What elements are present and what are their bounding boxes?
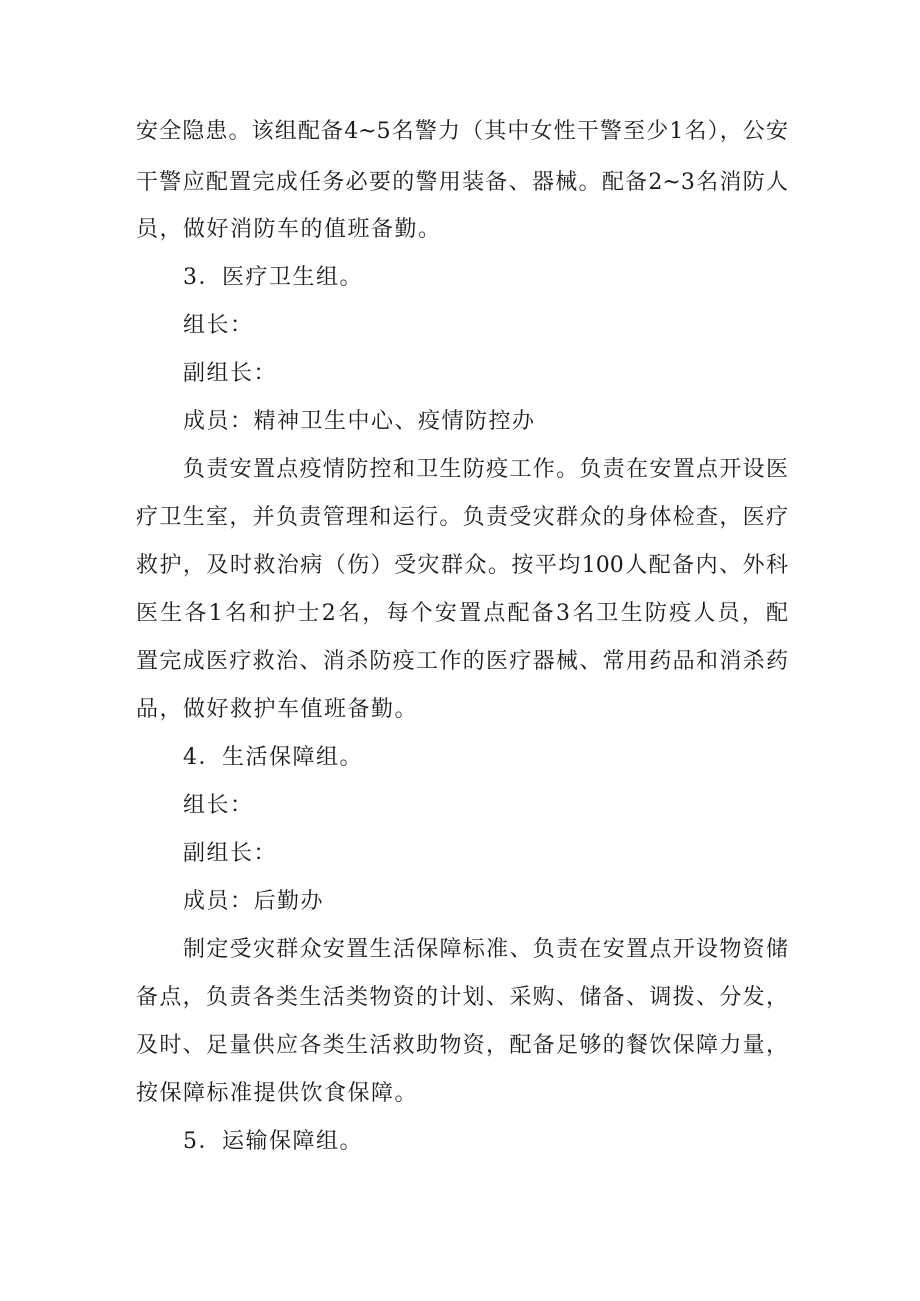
members-line: 成员：精神卫生中心、疫情防控办 xyxy=(183,409,536,434)
section-heading-transport: 5．运输保障组。 xyxy=(183,1129,363,1154)
paragraph-line: 干警应配置完成任务必要的警用装备、器械。配备2~3名消防人 xyxy=(136,170,788,195)
section-heading-medical: 3．医疗卫生组。 xyxy=(183,265,363,290)
paragraph-line: 及时、足量供应各类生活救助物资，配备足够的餐饮保障力量， xyxy=(136,1033,788,1058)
paragraph-line: 制定受灾群众安置生活保障标准、负责在安置点开设物资储 xyxy=(183,937,788,962)
paragraph-line: 救护，及时救治病（伤）受灾群众。按平均100人配备内、外科 xyxy=(136,553,788,578)
paragraph-line: 品，做好救护车值班备勤。 xyxy=(136,697,419,722)
paragraph-line: 疗卫生室，并负责管理和运行。负责受灾群众的身体检查，医疗 xyxy=(136,505,788,530)
paragraph-line: 备点，负责各类生活类物资的计划、采购、储备、调拨、分发， xyxy=(136,985,788,1010)
paragraph-line: 医生各1名和护士2名，每个安置点配备3名卫生防疫人员，配 xyxy=(136,601,788,626)
paragraph-line: 置完成医疗救治、消杀防疫工作的医疗器械、常用药品和消杀药 xyxy=(136,649,788,674)
paragraph-line: 按保障标准提供饮食保障。 xyxy=(136,1081,419,1106)
paragraph-line: 负责安置点疫情防控和卫生防疫工作。负责在安置点开设医 xyxy=(183,457,788,482)
members-line: 成员：后勤办 xyxy=(183,889,325,914)
group-leader-label: 组长： xyxy=(183,793,254,818)
group-leader-label: 组长： xyxy=(183,313,254,338)
deputy-leader-label: 副组长： xyxy=(183,361,278,386)
section-heading-living: 4．生活保障组。 xyxy=(183,745,363,770)
deputy-leader-label: 副组长： xyxy=(183,841,278,866)
paragraph-line: 安全隐患。该组配备4~5名警力（其中女性干警至少1名），公安 xyxy=(136,119,788,144)
paragraph-line: 员，做好消防车的值班备勤。 xyxy=(136,217,442,242)
